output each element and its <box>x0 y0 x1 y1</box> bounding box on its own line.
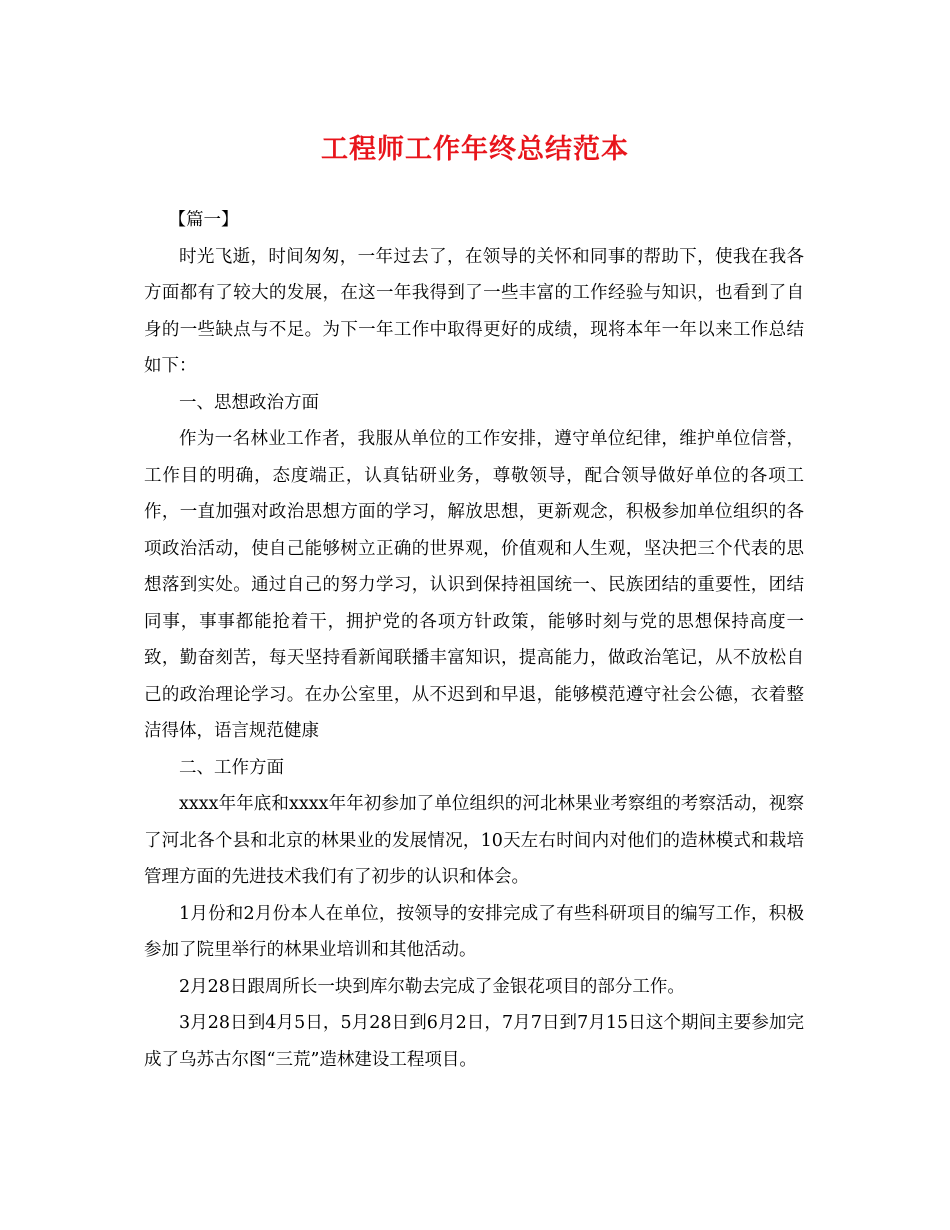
paragraph-work-jan-feb: 1月份和2月份本人在单位，按领导的安排完成了有些科研项目的编写工作，积极参加了院里举行的林果业培训和其他活动。 <box>144 903 804 960</box>
paragraph-work-feb28: 2月28日跟周所长一块到库尔勒去完成了金银花项目的部分工作。 <box>179 976 685 997</box>
heading-political: 一、思想政治方面 <box>179 392 319 413</box>
paragraph-political: 作为一名林业工作者，我服从单位的工作安排，遵守单位纪律，维护单位信誉，工作目的明确，态度端正，认真钻研业务，尊敬领导，配合领导做好单位的各项工作，一直加强对政治思想方面的学习，解放思想，更新观念，积极参加单位组织的各项政治活动，使自己能够树立正确的世界观，价值观和人生观，坚决把三个代表的思想落到实处。通过自己的努力学习，认识到保持祖国统一、民族团结的重要性，团结同事，事事都能抢着干，拥护党的各项方针政策，能够时刻与党的思想保持高度一致，勤奋刻苦，每天坚持看新闻联播丰富知识，提高能力，做政治笔记，从不放松自己的政治理论学习。在办公室里，从不迟到和早退，能够模范遵守社会公德，衣着整洁得体，语言规范健康 <box>144 429 804 741</box>
paragraph-intro: 时光飞逝，时间匆匆，一年过去了，在领导的关怀和同事的帮助下，使我在我各方面都有了较大的发展，在这一年我得到了一些丰富的工作经验与知识，也看到了自身的一些缺点与不足。为下一年工作中取得更好的成绩，现将本年一年以来工作总结如下： <box>144 246 804 376</box>
heading-work: 二、工作方面 <box>179 757 284 778</box>
document-body <box>144 202 804 1078</box>
paragraph-work-mar-jul: 3月28日到4月5日，5月28日到6月2日，7月7日到7月15日这个期间主要参加完成了乌苏古尔图“三荒”造林建设工程项目。 <box>144 1013 804 1070</box>
document-title: 工程师工作年终总结范本 <box>321 134 629 165</box>
section-label: 【篇一】 <box>168 210 239 230</box>
paragraph-work-inspection: xxxx年年底和xxxx年年初参加了单位组织的河北林果业考察组的考察活动，视察了河北各个县和北京的林果业的发展情况，10天左右时间内对他们的造林模式和栽培管理方面的先进技术我们有了初步的认识和体会。 <box>144 794 804 887</box>
